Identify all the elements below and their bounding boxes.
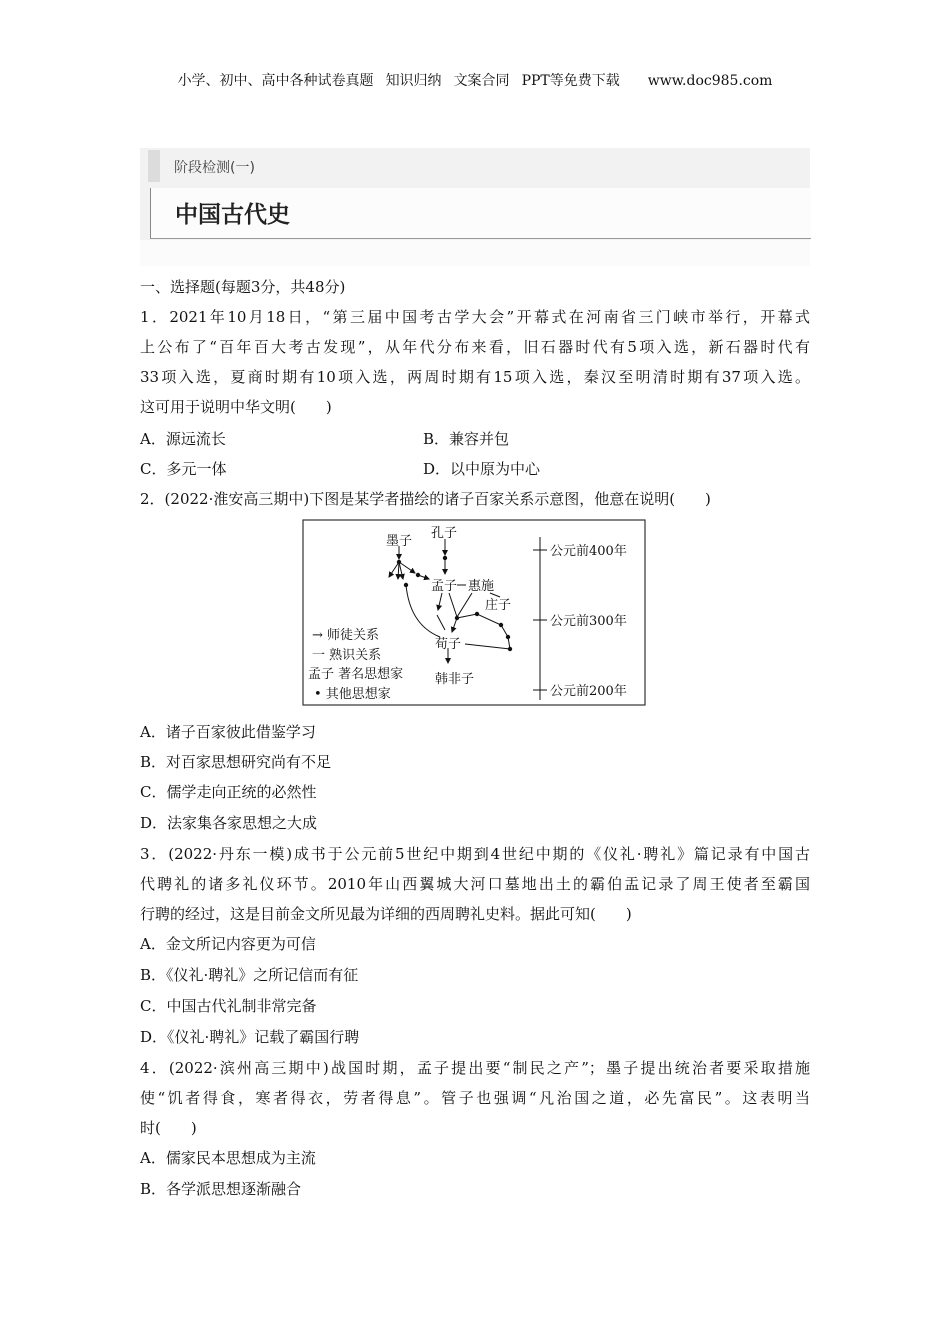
q2-option-a: A．诸子百家彼此借鉴学习 <box>140 723 316 741</box>
schools-relation-diagram <box>300 515 650 710</box>
legend-teacher: → 师徒关系 <box>312 628 380 643</box>
q2-option-c: C．儒学走向正统的必然性 <box>140 783 317 801</box>
node-xunzi: 荀子 <box>435 637 462 652</box>
q3-option-d: D．《仪礼·聘礼》记载了霸国行聘 <box>140 1028 360 1046</box>
legend-other: • 其他思想家 <box>314 687 391 702</box>
node-kongzi: 孔子 <box>431 526 458 541</box>
banner-title: 中国古代史 <box>175 202 290 228</box>
header-text: 知识归纳 <box>385 73 442 89</box>
header-text: PPT等免费下载 <box>521 73 620 89</box>
timeline-400bc: 公元前400年 <box>550 544 627 559</box>
banner-shadow <box>140 240 810 266</box>
node-zhuangzi: 庄子 <box>485 598 512 613</box>
banner-subtitle: 阶段检测(一) <box>174 160 255 176</box>
page-header <box>0 70 950 90</box>
q4-option-a: A．儒家民本思想成为主流 <box>140 1149 316 1167</box>
q3-option-a: A．金文所记内容更为可信 <box>140 935 316 953</box>
banner-titlebox <box>150 188 811 239</box>
node-hanfeizi: 韩非子 <box>435 672 475 687</box>
q4-line: 使“饥者得食，寒者得衣，劳者得息”。管子也强调“凡治国之道，必先富民”。这表明当 <box>140 1089 810 1107</box>
q4-line: 时( ) <box>140 1119 197 1137</box>
node-mozi: 墨子 <box>386 534 413 549</box>
q3-option-c: C．中国古代礼制非常完备 <box>140 997 317 1015</box>
timeline-200bc: 公元前200年 <box>550 684 627 699</box>
q1-option-a: A．源远流长 <box>140 430 226 448</box>
q1-option-c: C．多元一体 <box>140 460 227 478</box>
chapter-banner <box>140 148 810 240</box>
node-huishi: 惠施 <box>468 579 495 594</box>
q3-line: 3．(2022·丹东一模)成书于公元前5世纪中期到4世纪中期的《仪礼·聘礼》篇记录有中国古 <box>140 845 810 863</box>
q1-option-d: D．以中原为中心 <box>423 460 541 478</box>
node-mengzi: 孟子 <box>431 579 458 594</box>
q3-line: 代聘礼的诸多礼仪环节。2010年山西翼城大河口墓地出土的霸伯盂记录了周王使者至霸国 <box>140 875 810 893</box>
q1-line: 33项入选，夏商时期有10项入选，两周时期有15项入选，秦汉至明清时期有37项入选。 <box>140 368 810 386</box>
q1-line: 这可用于说明中华文明( ) <box>140 398 332 416</box>
q2-option-b: B．对百家思想研究尚有不足 <box>140 753 332 771</box>
q2-option-d: D．法家集各家思想之大成 <box>140 814 318 832</box>
header-text: 小学、初中、高中各种试卷真题 <box>177 73 374 89</box>
q3-line: 行聘的经过，这是目前金文所见最为详细的西周聘礼史料。据此可知( ) <box>140 905 632 923</box>
legend-acquaint: 一 熟识关系 <box>312 648 382 663</box>
q1-line: 上公布了“百年百大考古发现”，从年代分布来看，旧石器时代有5项入选，新石器时代有 <box>140 338 810 356</box>
q1-line: 1．2021年10月18日，“第三届中国考古学大会”开幕式在河南省三门峡市举行，开幕式 <box>140 308 810 326</box>
legend-famous: 孟子 著名思想家 <box>308 667 404 682</box>
header-url: www.doc985.com <box>647 73 773 89</box>
q4-line: 4．(2022·滨州高三期中)战国时期，孟子提出要“制民之产”；墨子提出统治者要采取措施 <box>140 1059 810 1077</box>
q2-line: 2．(2022·淮安高三期中)下图是某学者描绘的诸子百家关系示意图，他意在说明( ) <box>140 490 711 508</box>
header-text: 文案合同 <box>453 73 510 89</box>
banner-tab <box>148 150 160 182</box>
timeline-300bc: 公元前300年 <box>550 614 627 629</box>
section-title: 一、选择题(每题3分，共48分) <box>140 278 346 296</box>
q1-option-b: B．兼容并包 <box>423 430 510 448</box>
q4-option-b: B．各学派思想逐渐融合 <box>140 1180 302 1198</box>
q3-option-b: B．《仪礼·聘礼》之所记信而有征 <box>140 966 359 984</box>
